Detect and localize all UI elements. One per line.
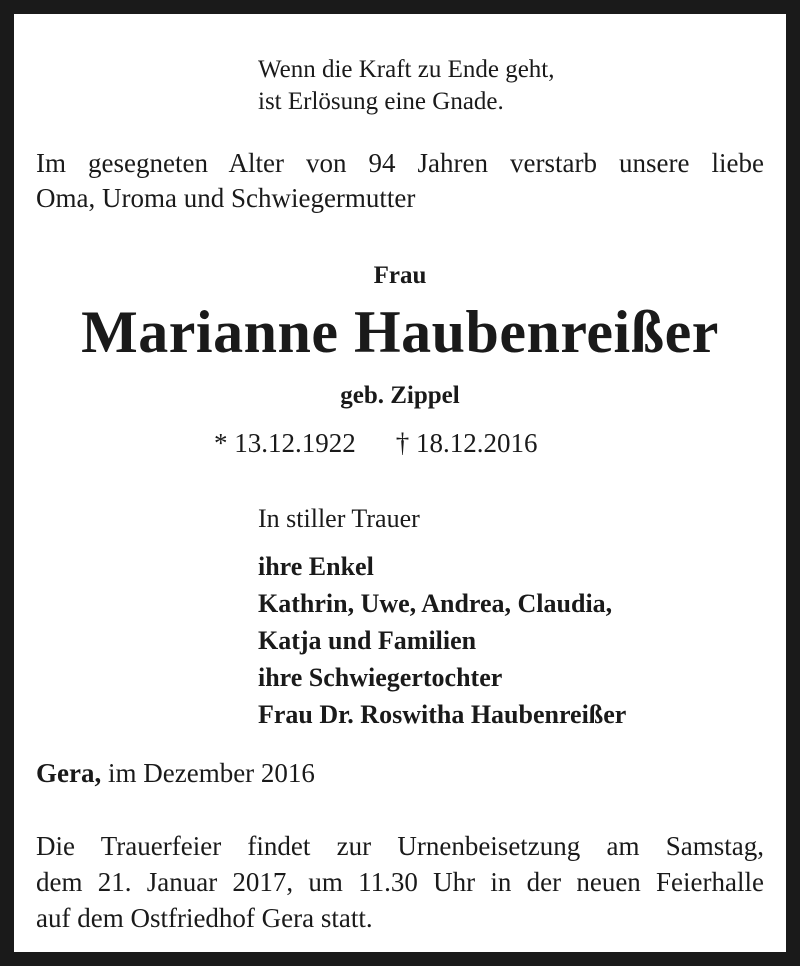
motto-line: Wenn die Kraft zu Ende geht, [258,56,555,83]
mourner-line: Katja und Familien [258,626,477,655]
mourner-line: ihre Schwiegertochter [258,663,503,692]
funeral-line: Die Trauerfeier findet zur Urnenbeisetzung am Samstag, [36,831,764,861]
death-date: 18.12.2016 [416,428,538,458]
birth-symbol: * [214,428,228,458]
intro-text [36,146,764,216]
funeral-info [36,828,764,936]
intro-line: Oma, Uroma und Schwiegermutter [36,183,416,213]
motto [258,54,554,118]
maiden-name: geb. Zippel [340,382,460,409]
mourner-line: ihre Enkel [258,552,374,581]
birth-date: 13.12.1922 [234,428,356,458]
mourner-line: Frau Dr. Roswitha Haubenreißer [258,700,627,729]
deceased-title: Frau [373,262,427,289]
motto-line: ist Erlösung eine Gnade. [258,88,504,115]
mourner-line: Kathrin, Uwe, Andrea, Claudia, [258,589,613,618]
funeral-line: auf dem Ostfriedhof Gera statt. [36,903,373,933]
place-month: im Dezember 2016 [107,758,315,788]
funeral-line: dem 21. Januar 2017, um 11.30 Uhr in der neuen Feierhalle [36,867,764,897]
place-city: Gera, [36,758,102,788]
life-dates [214,428,538,459]
mourning-heading: In stiller Trauer [258,504,420,533]
deceased-name: Marianne Haubenreißer [81,299,719,365]
place-date [36,758,315,789]
mourners-list [258,548,626,733]
death-symbol: † [395,428,410,458]
intro-line: Im gesegneten Alter von 94 Jahren verstarb unsere liebe [36,148,764,178]
